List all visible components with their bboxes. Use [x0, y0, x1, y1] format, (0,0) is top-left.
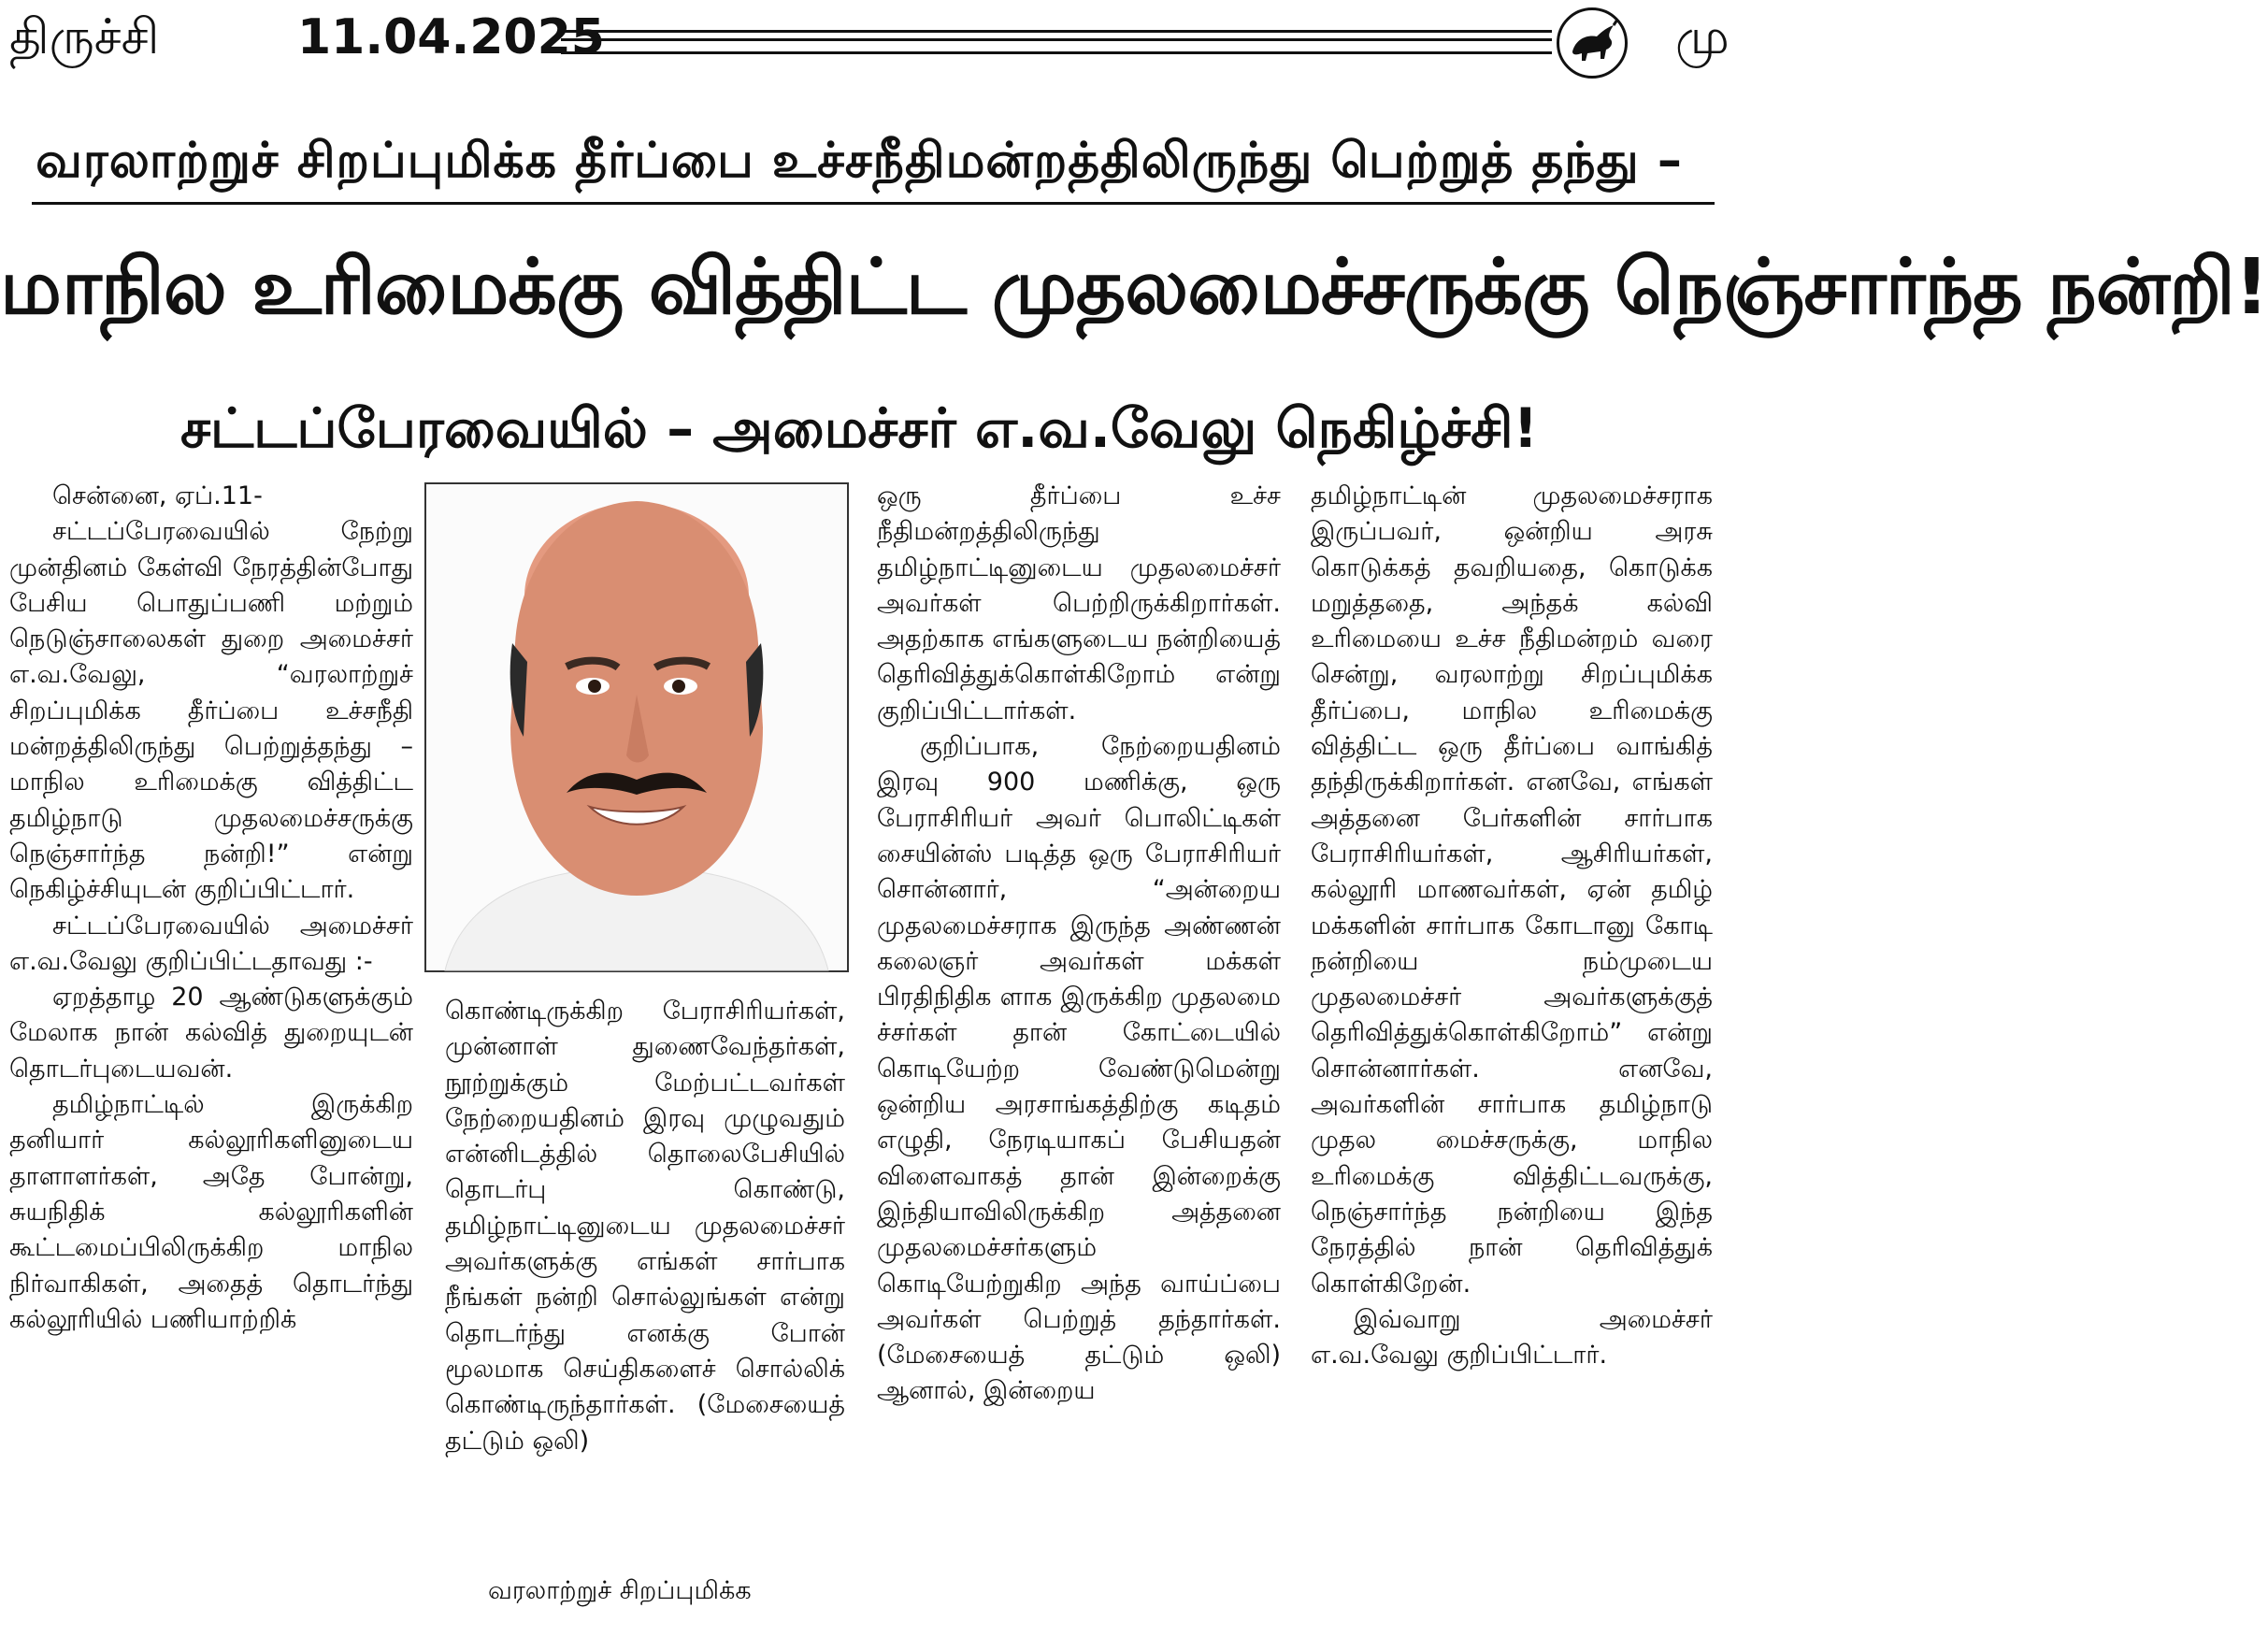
minister-photo: [424, 482, 849, 972]
article-paragraph: சட்டப்பேரவையில் நேற்று முன்தினம் கேள்வி நேரத்தின்போது பேசிய பொதுப்பணி மற்றும் நெடுஞ்சாலைகள் துறை அமைச்சர் எ.வ.வேலு, “வரலாற்றுச் சிறப்புமிக்க தீர்ப்பை உச்சநீதி மன்றத்திலிருந்து பெற்றுத்தந்து – மாநில உரிமைக்கு வித்திட்ட தமிழ்நாடு முதலமைச்சருக்கு நெஞ்சார்ந்த நன்றி!” என்று நெகிழ்ச்சியுடன் குறிப்பிட்டார்.: [9, 517, 413, 905]
dateline: சென்னை, ஏப்.11-: [52, 481, 263, 510]
article-column-2-end: [445, 1573, 845, 1609]
article-paragraph: தமிழ்நாட்டில் இருக்கிற தனியார் கல்லூரிகளினுடைய தாளாளர்கள், அதே போன்று, சுயநிதிக் கல்லூரிகளின் கூட்டமைப்பிலிருக்கிற மாநில நிர்வாகிகள், அதைத் தொடர்ந்து கல்லூரியில் பணியாற்றிக்: [9, 1090, 413, 1334]
article-column-2: [445, 994, 845, 1459]
article-paragraph: வரலாற்றுச் சிறப்புமிக்க: [488, 1576, 752, 1605]
article-paragraph: கொண்டிருக்கிற பேராசிரியர்கள், முன்னாள் துணைவேந்தர்கள், நூற்றுக்கும் மேற்பட்டவர்கள் நேற்றையதினம் இரவு முழுவதும் என்னிடத்தில் தொலைபேசியில் தொடர்பு கொண்டு, தமிழ்நாட்டினுடைய முதலமைச்சர் அவர்களுக்கு எங்கள் சார்பாக நீங்கள் நன்றி சொல்லுங்கள் என்று தொடர்ந்து எனக்கு போன் மூலமாக செய்திகளைச் சொல்லிக் கொண்டிருந்தார்கள். (மேசையைத் தட்டும் ஒலி): [445, 997, 845, 1456]
subheadline: சட்டப்பேரவையில் – அமைச்சர் எ.வ.வேலு நெகிழ்ச்சி!: [179, 396, 1539, 460]
paper-name: மு: [1675, 9, 1730, 65]
masthead-rule: [561, 30, 1552, 54]
article-paragraph: ஏறத்தாழ 20 ஆண்டுகளுக்கும் மேலாக நான் கல்வித் துறையுடன் தொடர்புடையவன்.: [9, 983, 413, 1084]
article-paragraph: தமிழ்நாட்டின் முதலமைச்சராக இருப்பவர், ஒன்றிய அரசு கொடுக்கத் தவறியதை, கொடுக்க மறுத்ததை, அந்தக் கல்வி உரிமையை உச்ச நீதிமன்றம் வரை சென்று, வரலாற்று சிறப்புமிக்க தீர்ப்பை, மாநில உரிமைக்கு வித்திட்ட ஒரு தீர்ப்பை வாங்கித் தந்திருக்கிறார்கள். எனவே, எங்கள் அத்தனை பேர்களின் சார்பாக பேராசிரியர்கள், ஆசிரியர்கள், கல்லூரி மாணவர்கள், ஏன் தமிழ் மக்களின் சார்பாக கோடானு கோடி நன்றியை நம்முடைய முதலமைச்சர் அவர்களுக்குத் தெரிவித்துக்கொள்கிறோம்” என்று சொன்னார்கள். எனவே, அவர்களின் சார்பாக தமிழ்நாடு முதல மைச்சருக்கு, மாநில உரிமைக்கு வித்திட்டவருக்கு, நெஞ்சார்ந்த நன்றியை இந்த நேரத்தில் நான் தெரிவித்துக் கொள்கிறேன்.: [1311, 481, 1713, 1299]
article-column-4: [1311, 479, 1713, 1373]
article-paragraph: இவ்வாறு அமைச்சர் எ.வ.வேலு குறிப்பிட்டார்.: [1311, 1304, 1713, 1371]
bull-emblem-icon: [1557, 7, 1628, 79]
article-column-1: [9, 479, 413, 1338]
article-paragraph: குறிப்பாக, நேற்றையதினம் இரவு 900 மணிக்கு, ஒரு பேராசிரியர் அவர் பொலிட்டிகள் சையின்ஸ் படித்த ஒரு பேராசிரியர் சொன்னார், “அன்றைய முதலமைச்சராக இருந்த அண்ணன் கலைஞர் அவர்கள் மக்கள் பிரதிநிதிக ளாக இருக்கிற முதலமை ச்சர்கள் தான் கோட்டையில் கொடியேற்ற வேண்டுமென்று ஒன்றிய அரசாங்கத்திற்கு கடிதம் எழுதி, நேரடியாகப் பேசியதன் விளைவாகத் தான் இன்றைக்கு இந்தியாவிலிருக்கிற அத்தனை முதலமைச்சர்களும் கொடியேற்றுகிற அந்த வாய்ப்பை அவர்கள் பெற்றுத் தந்தார்கள். (மேசையைத் தட்டும் ஒலி) ஆனால், இன்றைய: [877, 732, 1281, 1406]
article-paragraph: ஒரு தீர்ப்பை உச்ச நீதிமன்றத்திலிருந்து தமிழ்நாட்டினுடைய முதலமைச்சர் அவர்கள் பெற்றிருக்கிறார்கள். அதற்காக எங்களுடைய நன்றியைத் தெரிவித்துக்கொள்கிறோம் என்று குறிப்பிட்டார்கள்.: [877, 481, 1281, 725]
kicker-divider: [32, 202, 1715, 205]
edition-date: 11.04.2025: [297, 9, 605, 65]
article-paragraph: சட்டப்பேரவையில் அமைச்சர் எ.வ.வேலு குறிப்பிட்டதாவது :-: [9, 911, 413, 976]
headline: மாநில உரிமைக்கு வித்திட்ட முதலமைச்சருக்கு நெஞ்சார்ந்த நன்றி!: [0, 243, 2268, 332]
masthead: [0, 0, 1730, 80]
edition-city: திருச்சி: [9, 9, 160, 65]
kicker: வரலாற்றுச் சிறப்புமிக்க தீர்ப்பை உச்சநீதிமன்றத்திலிருந்து பெற்றுத் தந்து –: [36, 133, 1683, 189]
article-column-3: [877, 479, 1281, 1410]
